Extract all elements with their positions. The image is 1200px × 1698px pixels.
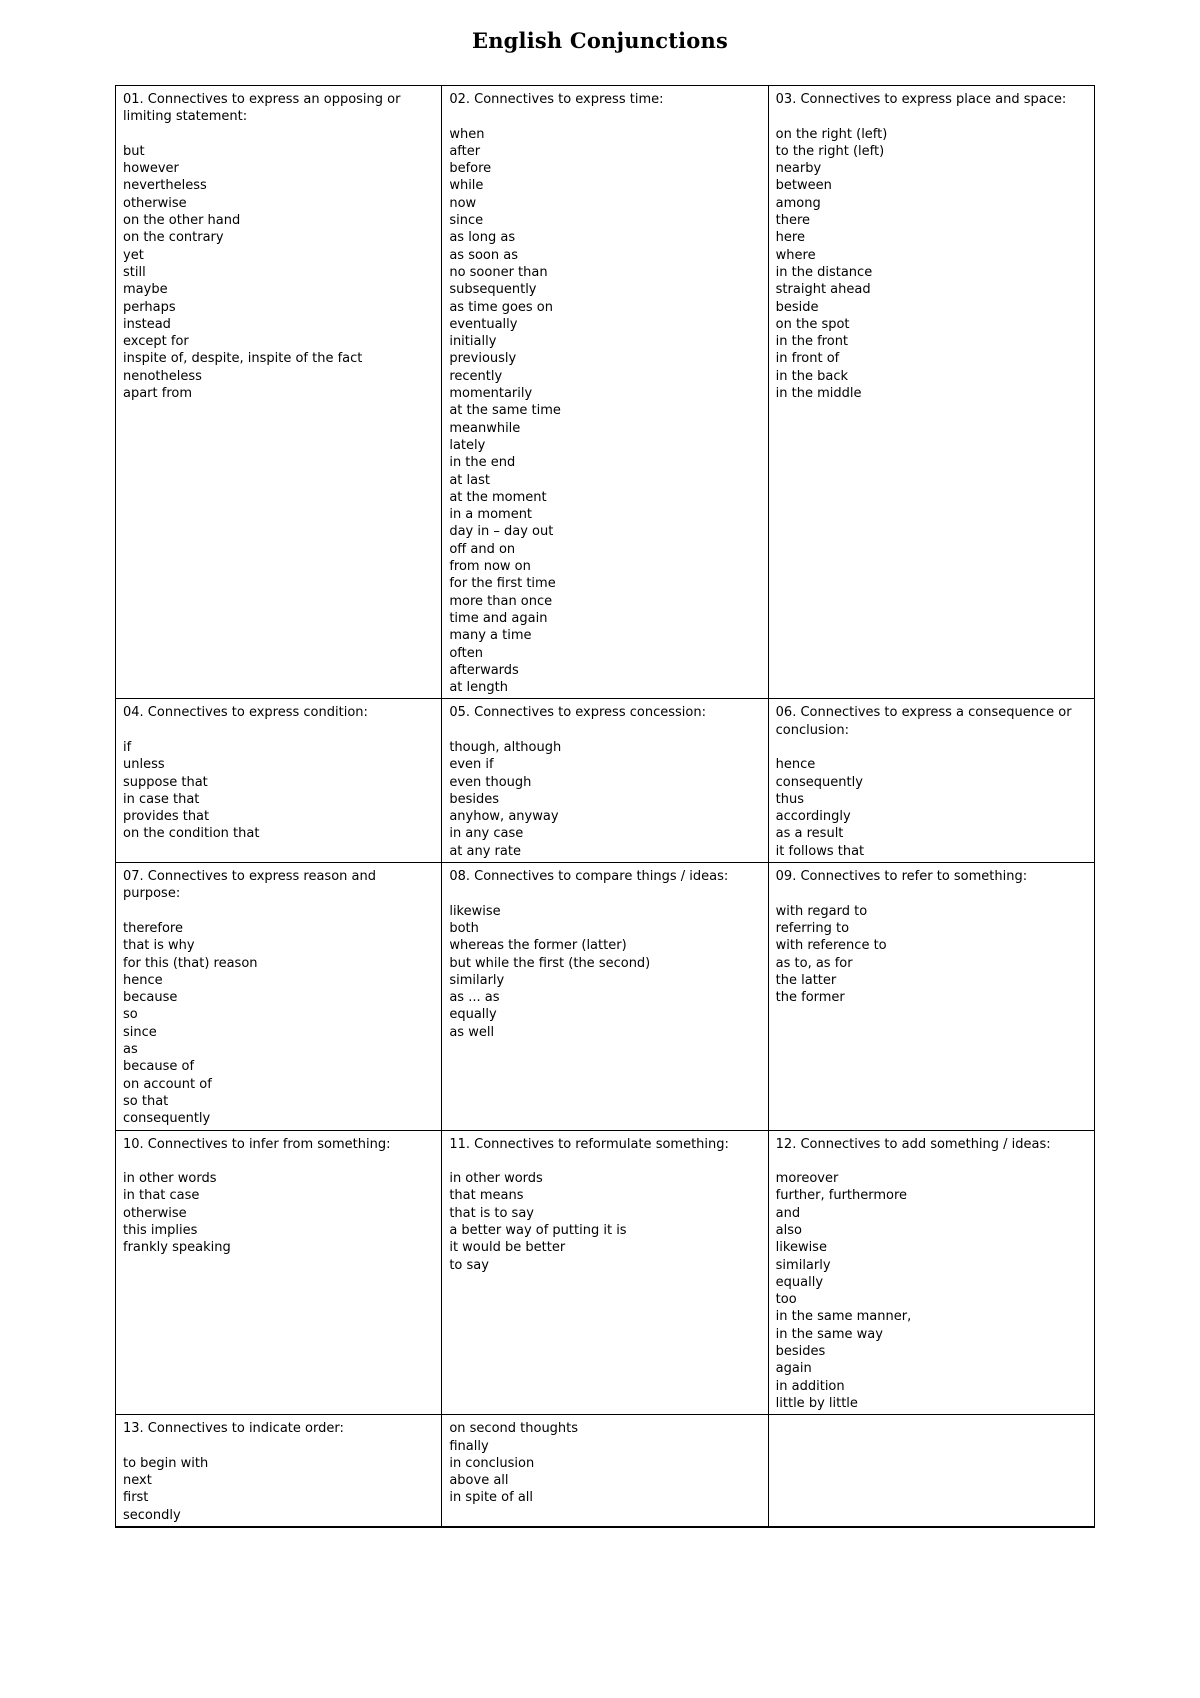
conjunction-item: otherwise <box>123 1205 187 1221</box>
conjunction-item: inspite of, despite, inspite of the fact <box>123 351 363 367</box>
conjunction-item: there <box>775 213 811 229</box>
conjunction-item: in a moment <box>449 507 533 523</box>
conjunction-cell <box>116 86 442 699</box>
conjunction-item: except for <box>123 334 189 350</box>
conjunction-item: here <box>775 230 805 246</box>
conjunction-item: besides <box>449 791 499 807</box>
cell-heading: 05. Connectives to express concession: <box>449 705 706 721</box>
conjunction-item: therefore <box>123 920 183 936</box>
conjunction-item: to the right (left) <box>775 143 885 159</box>
conjunction-item: in that case <box>123 1188 200 1204</box>
conjunction-item: the latter <box>775 972 837 988</box>
conjunction-cell <box>442 699 768 863</box>
conjunction-item: too <box>775 1292 797 1308</box>
conjunction-item: moreover <box>775 1171 839 1187</box>
conjunction-item: hence <box>775 757 816 773</box>
conjunction-item: straight ahead <box>775 282 871 298</box>
conjunction-cell <box>116 1130 442 1415</box>
conjunction-item: on the contrary <box>123 230 224 246</box>
spacer <box>776 108 1088 125</box>
conjunction-item: when <box>449 126 485 142</box>
conjunction-cell <box>116 699 442 863</box>
conjunction-item: perhaps <box>123 299 176 315</box>
conjunction-item: that is why <box>123 938 195 954</box>
conjunction-item: at length <box>449 680 508 696</box>
conjunction-item: at the same time <box>449 403 561 419</box>
conjunction-item: eventually <box>449 316 518 332</box>
conjunction-item: consequently <box>775 774 863 790</box>
cell-heading: 01. Connectives to express an opposing or limiting statement: <box>123 92 401 125</box>
cell-heading: 03. Connectives to express place and space: <box>775 92 1067 107</box>
conjunction-item: as soon as <box>449 247 518 263</box>
conjunction-item: since <box>123 1024 157 1040</box>
conjunction-item: in the same way <box>775 1326 883 1342</box>
conjunction-item: no sooner than <box>449 264 548 280</box>
conjunction-item: on the other hand <box>123 213 241 229</box>
conjunction-item: as well <box>449 1024 495 1040</box>
conjunction-item: as to, as for <box>775 955 853 971</box>
table-row <box>116 1415 1095 1527</box>
spacer <box>776 739 1088 756</box>
table-row <box>116 86 1095 699</box>
conjunction-cell <box>768 1130 1094 1415</box>
conjunction-item: so that <box>123 1093 169 1109</box>
conjunction-item: in the back <box>775 368 849 384</box>
conjunction-item: on the spot <box>775 316 850 332</box>
conjunction-item: many a time <box>449 628 532 644</box>
conjunction-item: also <box>775 1223 802 1238</box>
conjunction-item: nearby <box>775 161 822 177</box>
conjunction-cell <box>442 1130 768 1415</box>
cell-heading: 06. Connectives to express a consequence or conclusion: <box>775 705 1072 738</box>
conjunction-item: after <box>449 143 481 159</box>
conjunction-item: anyhow, anyway <box>449 809 559 825</box>
conjunction-item: on account of <box>123 1076 212 1092</box>
conjunction-item: in the distance <box>775 264 873 280</box>
spacer <box>449 1153 761 1170</box>
conjunction-item: off and on <box>449 541 516 557</box>
conjunction-item: as a result <box>775 826 844 842</box>
conjunctions-table <box>115 85 1095 1528</box>
conjunction-item: nevertheless <box>123 178 207 194</box>
conjunction-item: for the first time <box>449 576 556 592</box>
conjunction-item: at any rate <box>449 843 521 859</box>
conjunction-item: likewise <box>449 903 501 919</box>
conjunction-item: time and again <box>449 610 548 626</box>
conjunction-item: so <box>123 1007 138 1023</box>
conjunction-item: similarly <box>775 1257 831 1273</box>
conjunction-item: recently <box>449 368 503 384</box>
conjunction-item: at last <box>449 472 490 488</box>
conjunction-cell <box>116 863 442 1130</box>
conjunction-item: even though <box>449 774 532 790</box>
conjunction-item: if <box>123 739 132 755</box>
cell-heading: 11. Connectives to reformulate something: <box>449 1136 729 1152</box>
conjunction-item: in spite of all <box>449 1490 534 1506</box>
conjunction-item: to begin with <box>123 1455 209 1471</box>
conjunction-item: in other words <box>449 1171 543 1187</box>
conjunction-item: it follows that <box>775 843 865 859</box>
table-row <box>116 863 1095 1130</box>
conjunction-cell <box>442 1415 768 1527</box>
spacer <box>776 885 1088 902</box>
conjunction-item: on the right (left) <box>775 126 888 142</box>
cell-heading: 13. Connectives to indicate order: <box>123 1421 344 1437</box>
spacer <box>776 1153 1088 1170</box>
conjunction-item: but while the first (the second) <box>449 955 651 971</box>
spacer <box>123 126 435 143</box>
conjunction-item: unless <box>123 757 165 773</box>
conjunction-item: in conclusion <box>449 1455 535 1471</box>
conjunction-item: on second thoughts <box>449 1421 579 1437</box>
conjunction-item: apart from <box>123 386 193 402</box>
conjunction-item: among <box>775 195 821 211</box>
conjunction-item: subsequently <box>449 282 537 298</box>
conjunction-item: nenotheless <box>123 368 202 384</box>
conjunction-item: because <box>123 990 178 1006</box>
conjunction-item: however <box>123 161 179 177</box>
conjunction-item: from now on <box>449 559 531 575</box>
conjunction-item: in the end <box>449 455 516 471</box>
conjunction-item: even if <box>449 757 494 773</box>
conjunction-item: meanwhile <box>449 420 521 436</box>
conjunction-cell <box>768 86 1094 699</box>
conjunction-item: above all <box>449 1473 509 1489</box>
cell-heading: 12. Connectives to add something / ideas: <box>775 1136 1051 1152</box>
conjunction-item: momentarily <box>449 386 533 402</box>
conjunction-item: provides that <box>123 809 210 825</box>
conjunction-item: accordingly <box>775 809 851 825</box>
spacer <box>123 722 435 739</box>
conjunction-item: to say <box>449 1257 489 1273</box>
conjunction-item: finally <box>449 1438 489 1454</box>
spacer <box>449 885 761 902</box>
conjunction-item: as time goes on <box>449 299 554 315</box>
conjunction-item: initially <box>449 334 497 350</box>
conjunction-item: since <box>449 213 484 229</box>
table-row <box>116 1130 1095 1415</box>
conjunction-item: often <box>449 645 483 661</box>
conjunction-item: the former <box>775 990 845 1006</box>
conjunction-item: though, although <box>449 739 562 755</box>
conjunction-item: a better way of putting it is <box>449 1223 627 1238</box>
conjunction-item: more than once <box>449 593 553 609</box>
conjunction-item: as ... as <box>449 990 500 1006</box>
conjunction-item: besides <box>775 1344 826 1360</box>
conjunction-item: again <box>775 1361 812 1377</box>
conjunction-item: instead <box>123 316 171 332</box>
conjunction-item: as long as <box>449 230 516 246</box>
conjunction-item: whereas the former (latter) <box>449 938 627 954</box>
conjunction-item: with reference to <box>775 938 887 954</box>
cell-heading: 08. Connectives to compare things / ideas: <box>449 869 729 885</box>
conjunction-item: referring to <box>775 920 850 936</box>
conjunction-item: and <box>775 1205 801 1221</box>
conjunction-item: before <box>449 161 492 177</box>
conjunction-item: on the condition that <box>123 826 260 842</box>
conjunction-item: at the moment <box>449 489 547 505</box>
spacer <box>449 722 761 739</box>
spacer <box>123 1438 435 1455</box>
page-title: English Conjunctions <box>472 28 728 53</box>
conjunction-item: first <box>123 1490 149 1506</box>
conjunction-item: still <box>123 264 146 280</box>
cell-heading: 09. Connectives to refer to something: <box>775 869 1028 885</box>
conjunction-item: that is to say <box>449 1205 534 1221</box>
conjunction-cell <box>768 1415 1094 1527</box>
conjunction-item: in other words <box>123 1171 217 1187</box>
conjunction-cell <box>116 1415 442 1527</box>
spacer <box>449 108 761 125</box>
conjunction-item: frankly speaking <box>123 1240 231 1256</box>
conjunction-item: both <box>449 920 479 936</box>
conjunction-item: in any case <box>449 826 524 842</box>
conjunction-item: maybe <box>123 282 168 298</box>
conjunction-cell <box>442 863 768 1130</box>
conjunction-item: it would be better <box>449 1240 566 1256</box>
conjunction-item: in case that <box>123 791 200 807</box>
conjunction-item: with regard to <box>775 903 868 919</box>
conjunction-item: this implies <box>123 1223 198 1238</box>
cell-heading: 04. Connectives to express condition: <box>123 705 368 721</box>
conjunction-item: beside <box>775 299 819 315</box>
conjunction-item: in the middle <box>775 386 862 402</box>
conjunction-item: equally <box>449 1007 497 1023</box>
conjunction-item: thus <box>775 791 805 807</box>
conjunction-item: while <box>449 178 484 194</box>
conjunction-cell <box>768 863 1094 1130</box>
cell-heading: 02. Connectives to express time: <box>449 92 664 107</box>
conjunction-item: where <box>775 247 816 263</box>
cell-heading: 10. Connectives to infer from something: <box>123 1136 391 1152</box>
conjunction-item: secondly <box>123 1507 181 1523</box>
conjunction-item: previously <box>449 351 517 367</box>
conjunction-item: now <box>449 195 477 211</box>
conjunction-item: afterwards <box>449 662 519 678</box>
conjunction-item: yet <box>123 247 144 263</box>
conjunction-cell <box>768 699 1094 863</box>
conjunction-item: in the front <box>775 334 849 350</box>
conjunction-cell <box>442 86 768 699</box>
conjunction-item: likewise <box>775 1240 827 1256</box>
conjunction-item: as <box>123 1042 138 1058</box>
cell-heading: 07. Connectives to express reason and purpose: <box>123 869 376 902</box>
conjunction-item: for this (that) reason <box>123 955 258 971</box>
conjunction-item: suppose that <box>123 774 208 790</box>
conjunction-item: because of <box>123 1059 195 1075</box>
conjunction-item: in the same manner, <box>775 1309 912 1325</box>
conjunction-item: that means <box>449 1188 524 1204</box>
spacer <box>123 1153 435 1170</box>
conjunction-item: equally <box>775 1274 824 1290</box>
table-row <box>116 699 1095 863</box>
conjunction-item: between <box>775 178 832 194</box>
conjunction-item: lately <box>449 437 486 453</box>
conjunction-item: in front of <box>775 351 840 367</box>
conjunction-item: otherwise <box>123 195 187 211</box>
conjunction-item: similarly <box>449 972 505 988</box>
spacer <box>123 903 435 920</box>
conjunction-item: consequently <box>123 1111 211 1127</box>
conjunction-item: next <box>123 1473 152 1489</box>
conjunction-item: little by little <box>775 1395 858 1411</box>
conjunction-item: hence <box>123 972 163 988</box>
conjunction-item: day in – day out <box>449 524 554 540</box>
conjunction-item: further, furthermore <box>775 1188 908 1204</box>
conjunction-item: in addition <box>775 1378 845 1394</box>
conjunction-item: but <box>123 143 145 159</box>
